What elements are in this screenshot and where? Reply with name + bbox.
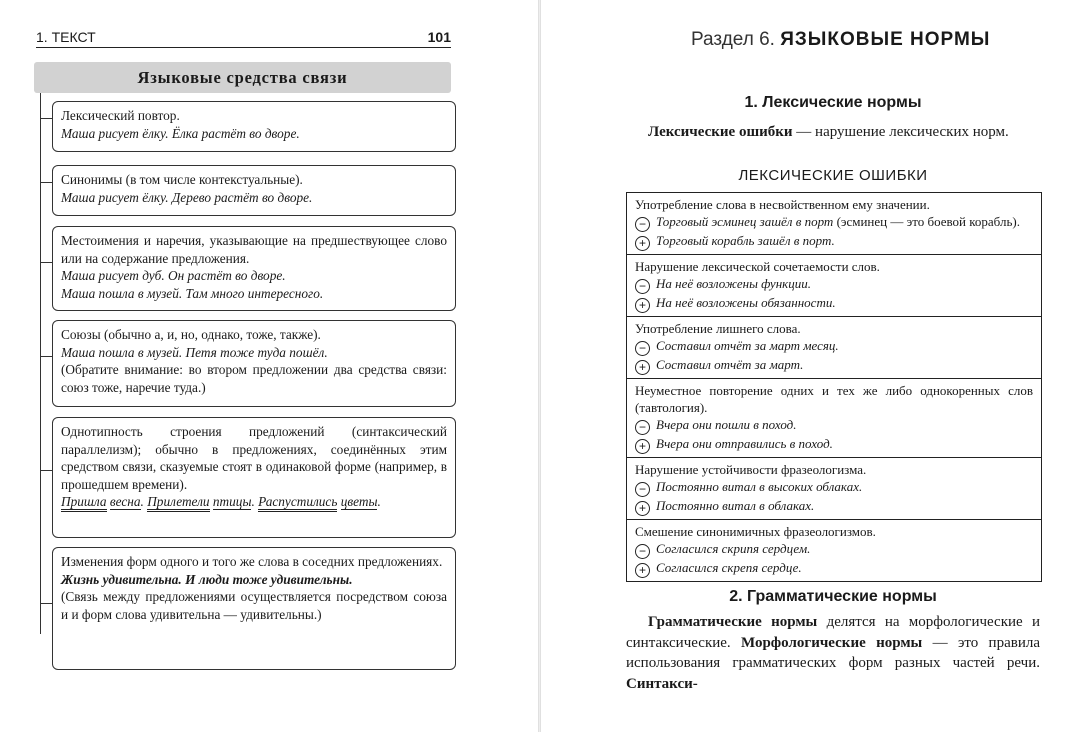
plus-circle-icon: + xyxy=(635,563,650,578)
means-desc: Местоимения и наречия, указывающие на предшествующее слово или на содержание предложения. xyxy=(61,233,447,266)
error-row xyxy=(627,193,1041,255)
wrong-example: Торговый эсминец зашёл в порт xyxy=(656,214,834,229)
correct-example: На неё возложены обязанности. xyxy=(656,295,836,310)
means-example: Маша рисует дуб. Он растёт во дворе. xyxy=(61,268,286,283)
means-note: (Связь между предложениями осуществляется посредством союза и и форм слова удивительна — удивительны.) xyxy=(61,589,447,622)
lexical-intro xyxy=(626,122,1040,143)
connector-tick xyxy=(40,470,52,471)
wrong-example: Составил отчёт за март месяц. xyxy=(656,338,839,353)
correct-example: Постоянно витал в облаках. xyxy=(656,498,815,513)
subject-word: весна xyxy=(109,494,141,509)
minus-circle-icon: − xyxy=(635,482,650,497)
means-desc: Изменения форм одного и того же слова в соседних предложениях. xyxy=(61,554,443,569)
wrong-example: Постоянно витал в высоких облаках. xyxy=(656,479,863,494)
grammar-intro: Грамматические нормы делятся на морфологические и синтаксические. Морфологические нормы — это правила использования грамматических форм разных частей речи. Синтакси- xyxy=(626,614,1040,692)
connector-tick xyxy=(40,182,52,183)
plus-circle-icon: + xyxy=(635,236,650,251)
wrong-note: (эсминец — это боевой корабль). xyxy=(833,214,1020,229)
means-desc: Однотипность строения предложений (синтаксический параллелизм); обычно в предложениях, соединённых этим средством связи, сказуемые стоят в одинаковой форме (например, в прошедшем времени). xyxy=(61,424,447,492)
error-row xyxy=(627,379,1041,458)
means-example: Маша пошла в музей. Петя тоже туда пошёл. xyxy=(61,344,328,360)
intro-term: Лексические ошибки xyxy=(648,124,793,140)
minus-circle-icon: − xyxy=(635,420,650,435)
minus-circle-icon: − xyxy=(635,341,650,356)
predicate-word: Прилетели xyxy=(147,494,209,512)
right-page xyxy=(541,0,1080,732)
chapter-label: 1. ТЕКСТ xyxy=(36,29,96,45)
means-box-pronouns xyxy=(52,226,456,311)
correct-example: Торговый корабль зашёл в порт. xyxy=(656,233,835,248)
error-row xyxy=(627,317,1041,379)
heading-grammar-norms: 2. Грамматические нормы xyxy=(729,588,937,605)
connector-tick xyxy=(40,262,52,263)
error-row xyxy=(627,520,1041,581)
page-number: 101 xyxy=(427,29,451,45)
predicate-word: Пришла xyxy=(61,494,107,512)
morph-term: Морфологические нормы xyxy=(741,634,923,651)
correct-example: Составил отчёт за март. xyxy=(656,357,804,372)
plus-circle-icon: + xyxy=(635,298,650,313)
predicate-word: Распустились xyxy=(258,494,337,512)
grammar-term: Грамматические нормы xyxy=(648,614,818,630)
error-row xyxy=(627,458,1041,520)
subject-word: птицы xyxy=(212,494,252,509)
error-title: Неуместное повторение одних и тех же либо однокоренных слов (тавтология). xyxy=(635,383,1033,415)
lexical-errors-table xyxy=(626,192,1042,582)
means-desc: Лексический повтор. xyxy=(61,108,180,123)
left-page xyxy=(0,0,538,732)
means-desc: Союзы (обычно а, и, но, однако, тоже, также). xyxy=(61,327,321,342)
box-title: Языковые средства связи xyxy=(34,62,451,93)
means-box-word-forms xyxy=(52,547,456,670)
error-row xyxy=(627,255,1041,317)
error-title: Нарушение устойчивости фразеологизма. xyxy=(635,462,867,477)
connector-tick xyxy=(40,603,52,604)
means-example: Пришла весна. Прилетели птицы. Распустились цветы. xyxy=(61,493,447,511)
minus-circle-icon: − xyxy=(635,544,650,559)
means-desc: Синонимы (в том числе контекстуальные). xyxy=(61,172,303,187)
error-title: Смешение синонимичных фразеологизмов. xyxy=(635,524,876,539)
correct-example: Согласился скрепя сердце. xyxy=(656,560,802,575)
plus-circle-icon: + xyxy=(635,360,650,375)
error-title: Употребление лишнего слова. xyxy=(635,321,801,336)
minus-circle-icon: − xyxy=(635,279,650,294)
wrong-example: На неё возложены функции. xyxy=(656,276,811,291)
means-box-lexical-repeat xyxy=(52,101,456,152)
running-header xyxy=(36,29,451,48)
means-box-conjunctions xyxy=(52,320,456,407)
connector-tick xyxy=(40,356,52,357)
error-title: Нарушение лексической сочетаемости слов. xyxy=(635,259,880,274)
means-box-parallelism xyxy=(52,417,456,538)
heading-lexical-norms: 1. Лексические нормы xyxy=(744,94,922,111)
minus-circle-icon: − xyxy=(635,217,650,232)
intro-text: — нарушение лексических норм. xyxy=(792,124,1009,140)
error-title: Употребление слова в несвойственном ему значении. xyxy=(635,197,930,212)
table-caption: ЛЕКСИЧЕСКИЕ ОШИБКИ xyxy=(738,167,928,184)
means-example: Маша рисует ёлку. Дерево растёт во дворе. xyxy=(61,189,313,205)
subject-word: цветы xyxy=(340,494,378,509)
correct-example: Вчера они отправились в поход. xyxy=(656,436,833,451)
syntax-term: Синтакси- xyxy=(626,675,698,692)
section-word: Раздел 6. xyxy=(691,29,775,50)
plus-circle-icon: + xyxy=(635,501,650,516)
means-example: Маша пошла в музей. Там много интересного. xyxy=(61,285,324,301)
wrong-example: Согласился скрипя сердцем. xyxy=(656,541,811,556)
means-note: (Обратите внимание: во втором предложении два средства связи: союз тоже, наречие туда.) xyxy=(61,362,447,395)
wrong-example: Вчера они пошли в поход. xyxy=(656,417,797,432)
means-example: Маша рисует ёлку. Ёлка растёт во дворе. xyxy=(61,125,300,141)
connector-tick xyxy=(40,118,52,119)
means-example: Жизнь удивительна. И люди тоже удивительны. xyxy=(61,571,353,587)
means-box-synonyms xyxy=(52,165,456,216)
connector-line xyxy=(40,93,41,634)
plus-circle-icon: + xyxy=(635,439,650,454)
section-header xyxy=(691,29,990,51)
section-title: ЯЗЫКОВЫЕ НОРМЫ xyxy=(780,29,991,50)
